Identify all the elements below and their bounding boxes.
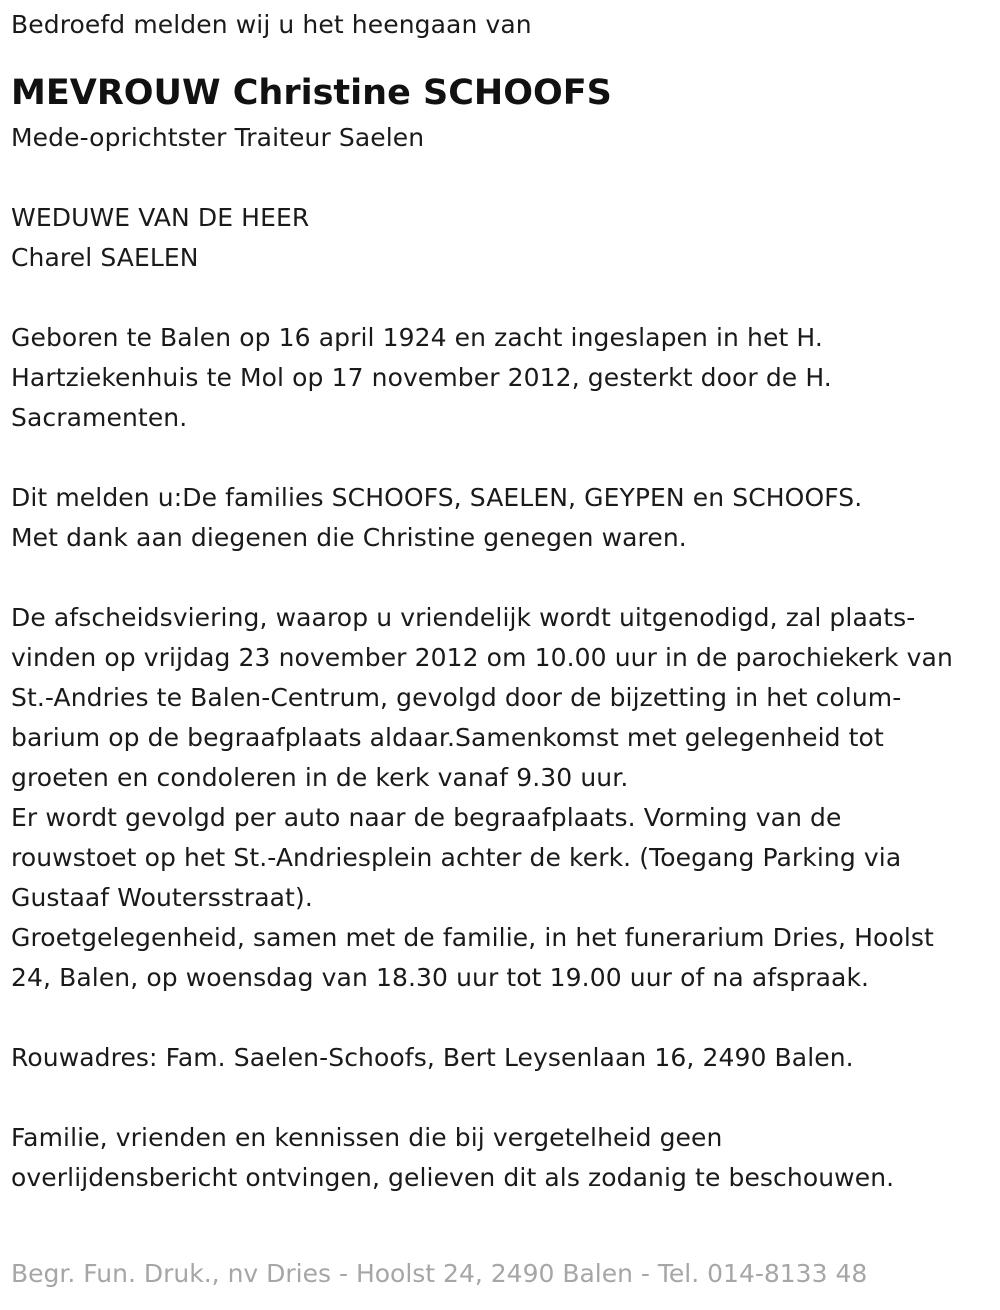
paragraph-line: Hartziekenhuis te Mol op 17 november 2012, gesterkt door de H. xyxy=(11,363,832,392)
spacer xyxy=(11,998,996,1038)
spacer xyxy=(11,1078,996,1118)
paragraph-line: Met dank aan diegenen die Christine genegen waren. xyxy=(11,523,687,552)
mourning-address: Rouwadres: Fam. Saelen-Schoofs, Bert Leysenlaan 16, 2490 Balen. xyxy=(11,1043,854,1072)
paragraph-line: barium op de begraafplaats aldaar.Samenkomst met gelegenheid tot xyxy=(11,723,884,752)
closing-paragraph xyxy=(11,1118,996,1198)
intro-text: Bedroefd melden wij u het heengaan van xyxy=(11,10,532,39)
spacer xyxy=(11,278,996,318)
printer-footer: Begr. Fun. Druk., nv Dries - Hoolst 24, 2490 Balen - Tel. 014-8133 48 xyxy=(11,1259,868,1288)
paragraph-line: vinden op vrijdag 23 november 2012 om 10.00 uur in de parochiekerk van xyxy=(11,643,953,672)
paragraph-line: St.-Andries te Balen-Centrum, gevolgd door de bijzetting in het colum- xyxy=(11,683,902,712)
paragraph-line: Groetgelegenheid, samen met de familie, in het funerarium Dries, Hoolst xyxy=(11,923,934,952)
spacer xyxy=(11,558,996,598)
paragraph-line: groeten en condoleren in de kerk vanaf 9.30 uur. xyxy=(11,763,629,792)
paragraph-line: Gustaaf Woutersstraat). xyxy=(11,883,313,912)
deceased-name: MEVROUW Christine SCHOOFS xyxy=(11,73,612,113)
paragraph-line: overlijdensbericht ontvingen, gelieven dit als zodanig te beschouwen. xyxy=(11,1163,895,1192)
paragraph-line: De afscheidsviering, waarop u vriendelijk wordt uitgenodigd, zal plaats- xyxy=(11,603,916,632)
paragraph-line: Familie, vrienden en kennissen die bij vergetelheid geen xyxy=(11,1123,723,1152)
spouse-block xyxy=(11,198,996,278)
paragraph-line: rouwstoet op het St.-Andriesplein achter de kerk. (Toegang Parking via xyxy=(11,843,902,872)
spacer xyxy=(11,158,996,198)
birth-death-paragraph xyxy=(11,318,996,438)
spouse-name: Charel SAELEN xyxy=(11,243,199,272)
paragraph-line: 24, Balen, op woensdag van 18.30 uur tot 19.00 uur of na afspraak. xyxy=(11,963,870,992)
spouse-title: WEDUWE VAN DE HEER xyxy=(11,203,310,232)
spacer xyxy=(11,438,996,478)
paragraph-line: Er wordt gevolgd per auto naar de begraafplaats. Vorming van de xyxy=(11,803,842,832)
paragraph-line: Sacramenten. xyxy=(11,403,188,432)
announcers-paragraph xyxy=(11,478,996,558)
obituary-notice xyxy=(11,0,996,1198)
deceased-block xyxy=(11,68,996,158)
paragraph-line: Dit melden u:De families SCHOOFS, SAELEN, GEYPEN en SCHOOFS. xyxy=(11,483,863,512)
ceremony-paragraph xyxy=(11,598,996,998)
paragraph-line: Geboren te Balen op 16 april 1924 en zacht ingeslapen in het H. xyxy=(11,323,823,352)
deceased-role: Mede-oprichtster Traiteur Saelen xyxy=(11,123,425,152)
